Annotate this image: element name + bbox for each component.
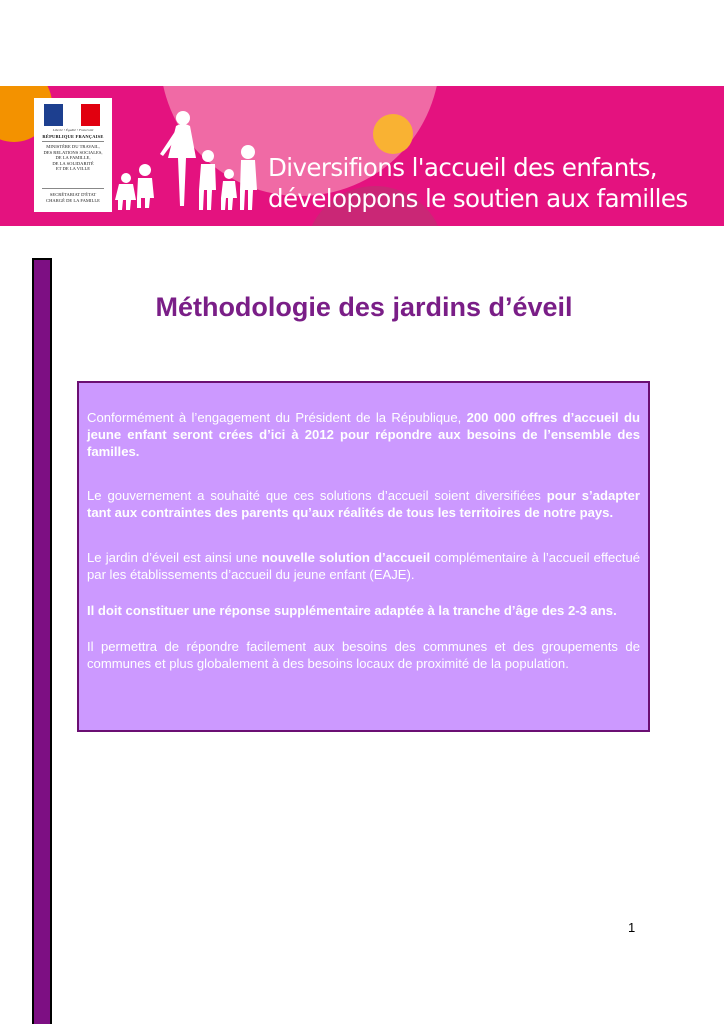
paragraph-4-bold: Il doit constituer une réponse supplémentaire adaptée à la tranche d’âge des 2-3 ans. [87, 603, 617, 618]
paragraph-1-text: Conformément à l’engagement du Président de la République, [87, 410, 467, 425]
logo-secretariat: SECRÉTARIAT D'ÉTAT CHARGÉ DE LA FAMILLE [46, 192, 100, 203]
paragraph-2-text: Le gouvernement a souhaité que ces solutions d’accueil soient diversifiées [87, 488, 547, 503]
logo-motto: Liberté • Égalité • Fraternité [52, 128, 94, 132]
paragraph-3-text: Le jardin d’éveil est ainsi une [87, 550, 262, 565]
tagline-line-2: développons le soutien aux familles [268, 184, 688, 213]
logo-divider [42, 141, 104, 142]
paragraph-3-bold: nouvelle solution d’accueil [261, 550, 431, 565]
page-number: 1 [628, 920, 636, 935]
paragraph-1 [87, 409, 640, 460]
logo-divider [42, 188, 104, 189]
french-flag-icon [44, 104, 100, 126]
paragraph-1-bold: 200 000 offres d’accueil du jeune enfant seront crées d’ici à 2012 pour répondre aux besoins de l’ensemble des familles. [87, 410, 640, 459]
paragraph-2 [87, 487, 640, 521]
paragraph-4 [87, 602, 640, 619]
logo-ministry: MINISTÈRE DU TRAVAIL, DES RELATIONS SOCIALES, DE LA FAMILLE, DE LA SOLIDARITÉ ET DE LA VILLE [43, 144, 103, 172]
paragraph-3-text-end: complémentaire à l’accueil effectué par les établissements d’accueil du jeune enfant (EAJE). [87, 550, 641, 582]
paragraph-2-bold: pour s’adapter tant aux contraintes des parents qu’aux réalités de tous les territoires de notre pays. [87, 488, 640, 520]
banner-tagline [268, 152, 688, 214]
page-title: Méthodologie des jardins d’éveil [155, 292, 573, 322]
ministry-logo [34, 98, 112, 212]
logo-republic: RÉPUBLIQUE FRANÇAISE [42, 134, 104, 139]
paragraph-5-text: Il permettra de répondre facilement aux besoins des communes et des groupements de communes et plus globalement à des besoins locaux de proximité de la population. [87, 639, 640, 671]
paragraph-5 [87, 638, 640, 672]
tagline-line-1: Diversifions l'accueil des enfants, [268, 153, 657, 182]
side-decorative-bar [32, 258, 52, 1024]
summary-box [77, 381, 650, 732]
paragraph-3 [87, 549, 640, 583]
